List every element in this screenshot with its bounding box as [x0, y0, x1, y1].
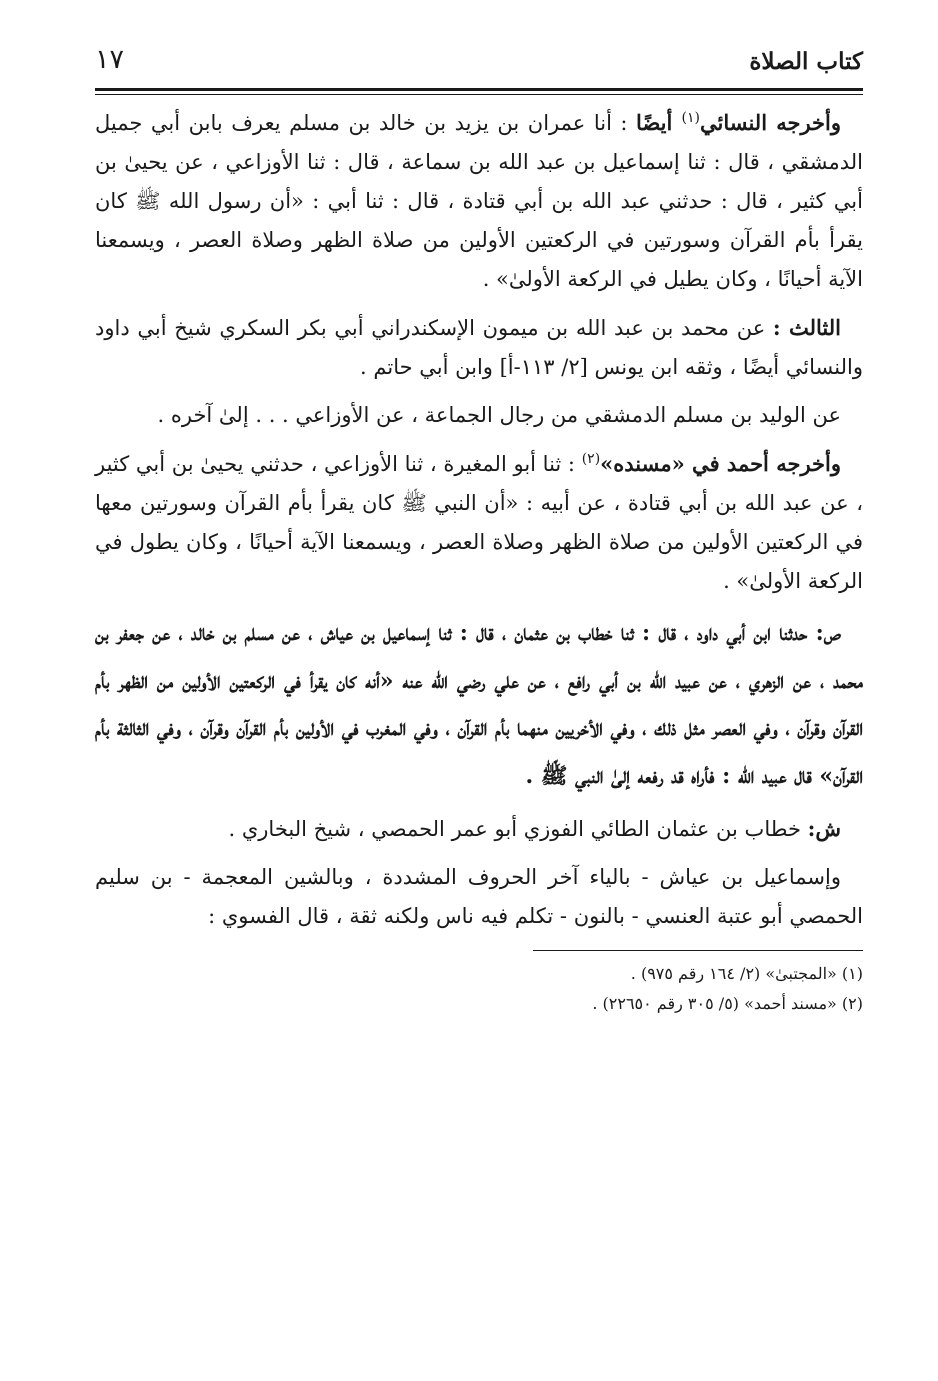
footnote-mark: (١) — [681, 110, 700, 126]
paragraph-lead: ش: — [807, 816, 841, 841]
footnotes — [95, 950, 863, 1019]
paragraph-5-matn — [95, 610, 863, 800]
paragraph-text: عن محمد بن عبد الله بن ميمون الإسكندراني أبي بكر السكري شيخ أبي داود والنسائي أيضًا ، وثقه ابن يونس [٢/ ١١٣-أ] وابن أبي حاتم . — [95, 316, 863, 379]
paragraph-lead: وأخرجه أحمد في «مسنده» — [600, 451, 841, 476]
footnote-mark: (٢) — [581, 451, 601, 467]
page-number: ١٧ — [95, 44, 125, 75]
paragraph-text: حدثنا ابن أبي داود ، قال : ثنا خطاب بن عثمان ، قال : ثنا إسماعيل بن عياش ، عن مسلم بن خالد ، عن جعفر بن محمد ، عن الزهري ، عن عبيد الله بن أبي رافع ، عن علي رضي الله عنه «أنه كان يقرأ في الركعتين الأولين من الظهر بأم القرآن وقرآن ، وفي العصر مثل ذلك ، وفي الأخريين منهما بأم القرآن ، وفي المغرب في الأولين بأم القرآن وقرآن ، وفي الثالثة بأم القرآن» قال عبيد الله : فأراه قد رفعه إلىٰ النبي ﷺ . — [95, 620, 863, 789]
body-text — [95, 103, 863, 936]
paragraph-4 — [95, 444, 863, 601]
book-title: كتاب الصلاة — [749, 48, 863, 75]
book-page — [95, 38, 863, 1019]
paragraph-7 — [95, 858, 863, 936]
header-rule — [95, 88, 863, 91]
paragraph-text: وإسماعيل بن عياش - بالياء آخر الحروف المشددة ، وبالشين المعجمة - بن سليم الحمصي أبو عتبة العنسي - بالنون - تكلم فيه ناس ولكنه ثقة ، قال الفسوي : — [95, 865, 863, 928]
paragraph-2 — [95, 308, 863, 387]
header-rule-thin — [95, 94, 863, 95]
page-header — [95, 38, 863, 84]
paragraph-text: عن الوليد بن مسلم الدمشقي من رجال الجماعة ، عن الأوزاعي . . . إلىٰ آخره . — [157, 403, 841, 427]
paragraph-3 — [95, 396, 863, 435]
footnote-2: (٢) «مسند أحمد» (٥/ ٣٠٥ رقم ٢٢٦٥٠) . — [592, 994, 863, 1013]
paragraph-lead: وأخرجه النسائي — [699, 110, 841, 135]
paragraph-6 — [95, 809, 863, 849]
footnote-rule — [533, 950, 863, 951]
paragraph-text: : أنا عمران بن يزيد بن خالد بن مسلم يعرف بابن أبي جميل الدمشقي ، قال : ثنا إسماعيل بن عبد الله بن سماعة ، قال : ثنا الأوزاعي ، عن يحيىٰ بن أبي كثير ، قال : حدثني عبد الله بن أبي قتادة ، قال : ثنا أبي : «أن رسول الله ﷺ كان يقرأ بأم القرآن وسورتين في الركعتين الأولين من صلاة الظهر وصلاة العصر ، ويسمعنا الآية أحيانًا ، وكان يطيل في الركعة الأولىٰ» . — [95, 111, 863, 291]
paragraph-1 — [95, 103, 863, 299]
paragraph-lead-2: أيضًا — [636, 110, 682, 135]
footnote-1: (١) «المجتبىٰ» (٢/ ١٦٤ رقم ٩٧٥) . — [630, 964, 863, 983]
paragraph-text: : ثنا أبو المغيرة ، ثنا الأوزاعي ، حدثني يحيىٰ بن أبي كثير ، عن عبد الله بن أبي قتادة ، عن أبيه : «أن النبي ﷺ كان يقرأ بأم القرآن وسورتين معها في الركعتين الأولين من صلاة الظهر وصلاة العصر ، ويسمعنا الآية أحيانًا ، وكان يطول في الركعة الأولىٰ» . — [94, 452, 863, 593]
paragraph-lead: ص: — [815, 620, 841, 646]
paragraph-lead: الثالث : — [772, 315, 841, 340]
paragraph-text: خطاب بن عثمان الطائي الفوزي أبو عمر الحمصي ، شيخ البخاري . — [228, 817, 808, 841]
